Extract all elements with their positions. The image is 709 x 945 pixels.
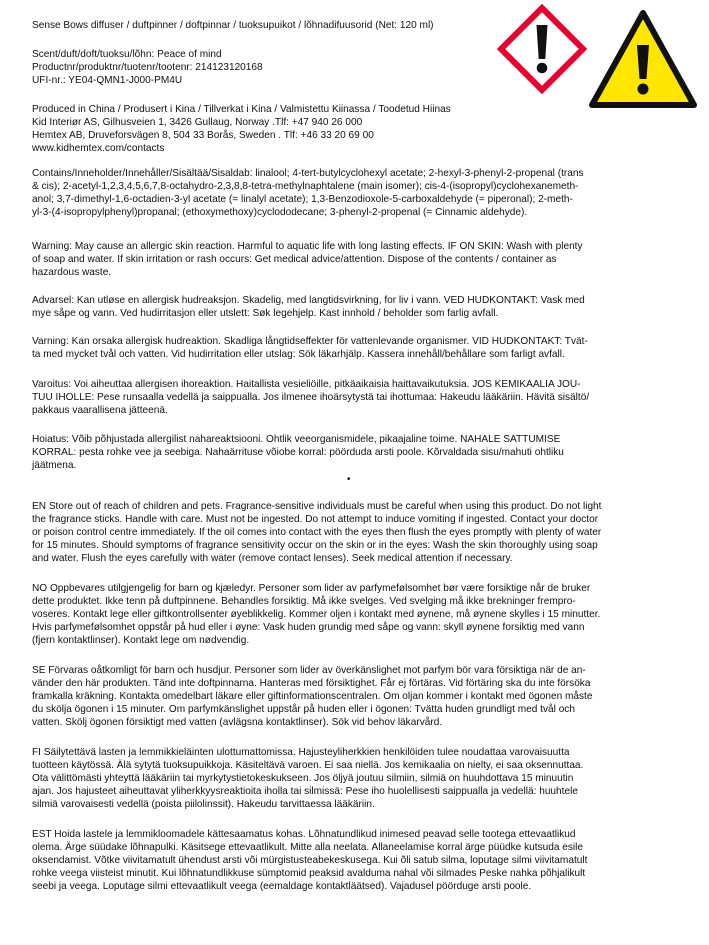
origin-line: Produced in China / Produsert i Kina / Tillverkat i Kina / Valmistettu Kiinassa / Toodetud Hiinas	[32, 104, 451, 115]
warning-ee	[32, 433, 672, 472]
storage-line: olema. Ärge süüdake lõhnapulki. Käsitsege ettevaatlikult. Mitte alla neelata. Allaneelamise korral ärge püüdke kutsuda esile	[32, 842, 583, 854]
warning-line: TUU IHOLLE: Pese runsaalla vedellä ja saippualla. Jos ilmenee ihoärsytystä tai ihottumaa: Hakeudu lääkäriin. Hävitä sisältö/	[32, 392, 590, 404]
warning-exclamation-dot	[638, 84, 649, 95]
product-title: Sense Bows diffuser / duftpinner / doftpinnar / tuoksupuikot / lõhnadifuusorid (Net: 120 ml)	[32, 20, 434, 31]
storage-se	[32, 664, 592, 729]
warning-line: Varoitus: Voi aiheuttaa allergisen ihoreaktion. Haitallista vesieliöille, pitkäaikaisia haittavaikutuksia. JOS KEMIKAALIA JOU-	[32, 379, 581, 390]
storage-line: vatten. Skölj ögonen försiktigt med vatten (avlägsna kontaktlinser). Sök vid behov läkarvård.	[32, 717, 443, 729]
storage-fi	[32, 746, 583, 811]
warning-line: ta med mycket tvål och vatten. Vid hudirritation eller utslag: Sök läkarhjälp. Kassera innehåll/behållare som farligt avfall.	[32, 349, 565, 361]
contains-line: & cis); 2-acetyl-1,2,3,4,5,6,7,8-octahydro-2,3,8,8-tetra-methylnaphtalene (main isomer); cis-4-(isopropyl)cyclohexanemeth-	[32, 181, 579, 193]
storage-line: Ota välittömästi yhteyttä lääkäriin tai myrkytystietokeskukseen. Jos öljyä joutuu silmiin, silmiä on huuhdottava 15 minuutin	[32, 773, 574, 785]
storage-en	[32, 500, 601, 565]
storage-line: dette produktet. Ikke tenn på duftpinnene. Behandles forsiktig. Må ikke svelges. Ved svelging må ikke brekninger frempro-	[32, 596, 576, 608]
storage-line: EST Hoida lastele ja lemmikloomadele kättesaamatus kohas. Lõhnatundlikud inimesed peavad selle tootega ettevaatlikud	[32, 829, 576, 840]
warning-line: Varning: Kan orsaka allergisk hudreaktion. Skadliga långtidseffekter för vattenlevande organismer. VID HUDKONTAKT: Tvät-	[32, 336, 588, 347]
storage-line: (fjern kontaktlinser). Kontakt lege om nødvendig.	[32, 635, 250, 647]
storage-line: for 15 minutes. Should symptoms of fragrance sensitivity occur on the skin or in the eyes: Wash the skin thoroughly using soap	[32, 540, 598, 552]
storage-line: vänder den här produkten. Tänd inte doftpinnarna. Hanteras med försiktighet. Får ej förtäras. Vid förtäring ska du inte försöka	[32, 678, 591, 690]
contains-line: anol; 3,7-dimethyl-1,6-octadien-3-yl acetate (= linalyl acetate); 1,3-Benzodioxole-5-carboxaldehyde (= piperonal); 2-meth-	[32, 194, 573, 206]
storage-ee	[32, 828, 587, 893]
storage-line: the fragrance sticks. Handle with care. Must not be ingested. Do not attempt to induce vomiting if ingested. Contact your doctor	[32, 514, 599, 526]
producer-info	[32, 103, 451, 155]
storage-line: NO Oppbevares utilgjengelig for barn og kjæledyr. Personer som lider av parfymefølsomhet bør være forsiktige når de bruker	[32, 583, 591, 594]
ghs-exclamation-dot	[537, 63, 548, 74]
warning-line: Hoiatus: Võib põhjustada allergilist nahareaktsiooni. Ohtlik veeorganismidele, pikaajaline toime. NAHALE SATTUMISE	[32, 434, 561, 445]
warning-fi	[32, 378, 672, 417]
warning-line: pakkaus vaarallisena jätteenä.	[32, 405, 168, 417]
ufi-line: UFI-nr.: YE04-QMN1-J000-PM4U	[32, 75, 183, 87]
website-link: www.kidhemtex.com/contacts	[32, 143, 165, 155]
warning-line: of soap and water. If skin irritation or rash occurs: Get medical advice/attention. Dispose of the contents / container as	[32, 254, 557, 266]
contains-paragraph	[32, 167, 688, 219]
warning-line: jäätmena.	[32, 460, 77, 472]
warning-se	[32, 335, 672, 361]
warning-triangle-icon	[587, 7, 699, 119]
warning-line: KORRAL: pesta rohke vee ja seebiga. Nahaärrituse võiobe korral: pöörduda arsti poole. Kõrvaldada sisu/mahuti ohtliku	[32, 447, 564, 459]
contains-line: Contains/Inneholder/Innehåller/Sisältää/Sisaldab: linalool; 4-tert-butylcyclohexyl acetate; 2-hexyl-3-phenyl-2-propenal (trans	[32, 168, 584, 179]
storage-line: and water. Flush the eyes carefully with water (remove contact lenses). Seek medical attention if necessary.	[32, 553, 513, 565]
storage-no	[32, 582, 600, 647]
warning-line: hazardous waste.	[32, 267, 112, 279]
storage-line: ajan. Jos hajusteet aiheuttavat yliherkkyysreaktioita iholla tai silmissä: Pese iho huolellisesti saippualla ja vedellä: huuhtele	[32, 786, 578, 798]
product-header	[32, 19, 434, 32]
warning-line: Warning: May cause an allergic skin reaction. Harmful to aquatic life with long lasting effects. IF ON SKIN: Wash with plenty	[32, 241, 583, 252]
storage-line: Hvis parfymefølsomhet oppstår på hud eller i øyne: Vask huden grundig med såpe og vann: skyll øynene forsiktig med vann	[32, 622, 585, 634]
storage-line: silmiä varovaisesti vedellä (poista piilolinssit). Hakeudu tarvittaessa lääkäriin.	[32, 799, 375, 811]
storage-line: rohke veega viisteist minutit. Kui lõhnatundlikkuse sümptomid peaksid avalduma nahal või silmades Peske nahka põhjalikult	[32, 868, 586, 880]
warning-en	[32, 240, 688, 279]
product-identifiers	[32, 48, 263, 87]
contains-line: yl-3-(4-isopropylphenyl)propanal; (ethoxymethoxy)cyclododecane; 3-phenyl-2-propenal (= Cinnamic aldehyde).	[32, 207, 528, 219]
storage-line: du skölja ögonen i 15 minuter. Om parfymkänslighet uppstår på huden eller i ögonen: Tvätta huden grundligt med tvål och	[32, 704, 575, 716]
warning-line: Advarsel: Kan utløse en allergisk hudreaksjon. Skadelig, med langtidsvirkning, for liv i vann. VED HUDKONTAKT: Vask med	[32, 295, 585, 306]
storage-line: voseres. Kontakt lege eller giftkontrollsenter øyeblikkelig. Kommer oljen i kontakt med øynene, må øynene skylles i 15 minutter.	[32, 609, 601, 621]
kid-address-line: Kid Interiør AS, Gilhusveien 1, 3426 Gullaug, Norway .Tlf: +47 940 26 000	[32, 117, 363, 129]
storage-line: FI Säilytettävä lasten ja lemmikkieläinten ulottumattomissa. Hajusteyliherkkien henkilöiden tulee noudattaa varovaisuutta	[32, 747, 570, 758]
storage-line: oksendamist. Võtke viivitamatult ühendust arsti või mürgistusteabekeskusega. Kui õli satub silma, loputage silmi viivitamatult	[32, 855, 588, 867]
storage-line: SE Förvaras oåtkomligt för barn och husdjur. Personer som lider av överkänslighet mot parfym bör vara försiktiga när de an-	[32, 665, 586, 676]
scent-line: Scent/duft/doft/tuoksu/lõhn: Peace of mind	[32, 49, 222, 60]
hemtex-address-line: Hemtex AB, Druveforsvägen 8, 504 33 Borås, Sweden . Tlf: +46 33 20 69 00	[32, 130, 374, 142]
warning-line: mye såpe og vann. Ved hudirritasjon eller utslett: Søk legehjelp. Kast innhold / beholder som farlig avfall.	[32, 308, 499, 320]
storage-line: EN Store out of reach of children and pets. Fragrance-sensitive individuals must be careful when using this product. Do not light	[32, 501, 602, 512]
warning-no	[32, 294, 672, 320]
product-number-line: Productnr/produktnr/tuotenr/tootenr: 214123120168	[32, 62, 263, 74]
ghs-exclamation-icon	[497, 4, 587, 94]
section-separator: •	[347, 474, 351, 485]
storage-line: or poison control centre immediately. If the oil comes into contact with the eyes then flush the eyes promptly with plenty of water	[32, 527, 602, 539]
storage-line: framkalla kräkning. Kontakta omedelbart läkare eller giftinformationscentralen. Om oljan kommer i kontakt med ögonen måste	[32, 691, 593, 703]
storage-line: seebi ja veega. Loputage silmi ettevaatlikult veega (eemaldage kontaktläätsed). Vajadusel pöörduge arsti poole.	[32, 881, 532, 893]
storage-line: tuotteen käytössä. Älä sytytä tuoksupuikkoja. Käsiteltävä varoen. Ei saa niellä. Jos kemikaalia on nielty, ei saa oksennuttaa.	[32, 760, 584, 772]
